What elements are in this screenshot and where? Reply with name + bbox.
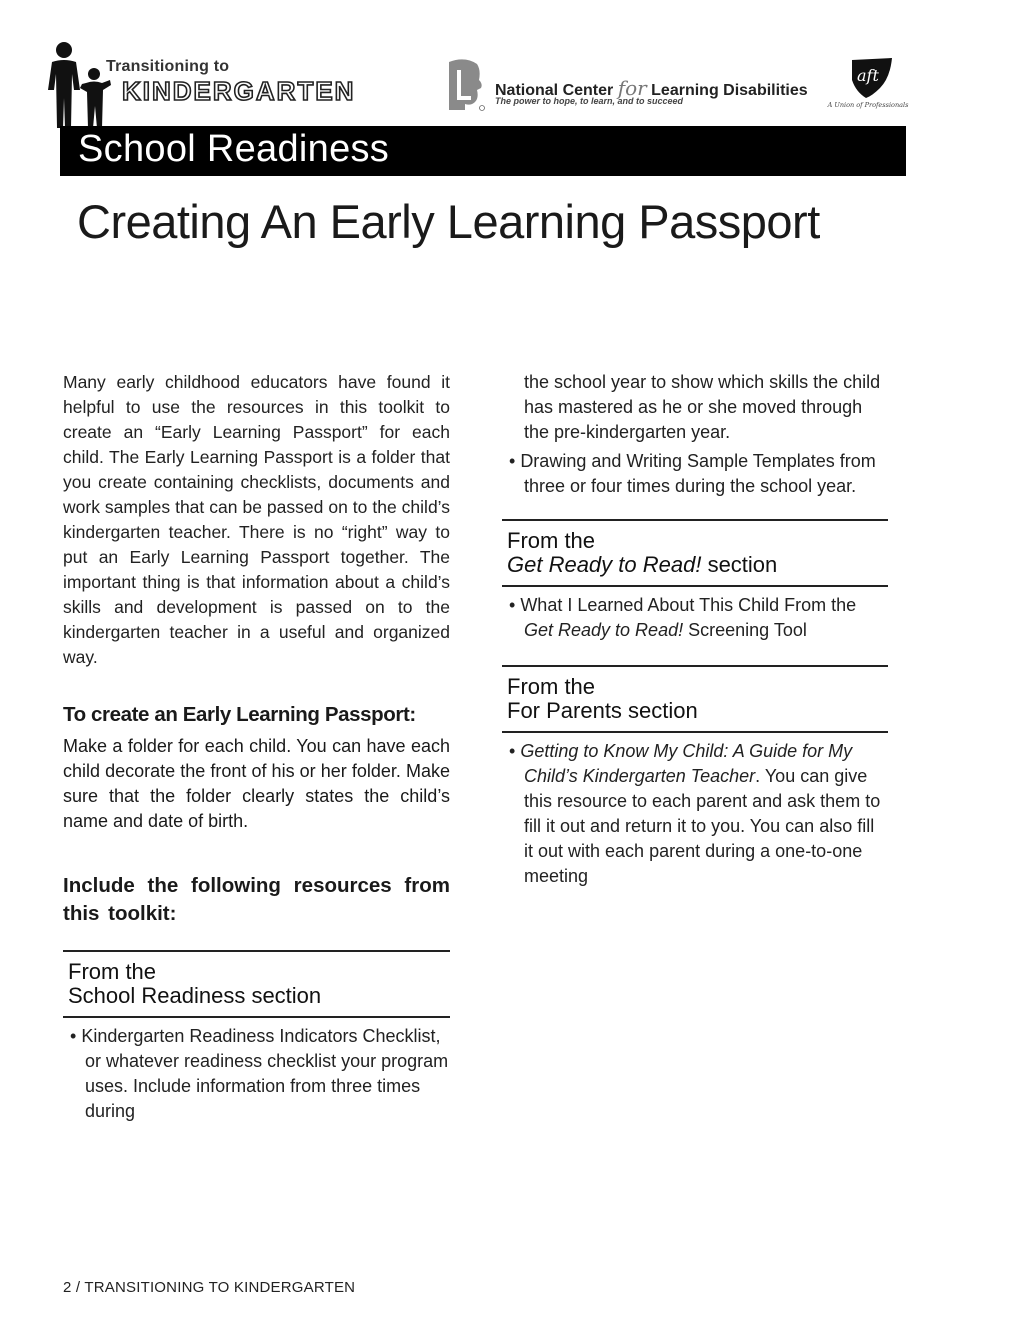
toolkit-logo-line1: Transitioning to <box>106 58 230 75</box>
create-body: Make a folder for each child. You can have each child decorate the front of his or her folder. Make sure that the folder clearly states the child’s name and date of birth. <box>63 736 450 831</box>
get-ready-section-heading: From the Get Ready to Read! section <box>502 519 888 587</box>
aft-mark: aft <box>857 66 879 85</box>
toolkit-logo <box>44 40 374 130</box>
school-readiness-list <box>63 1024 450 1124</box>
ncld-logo <box>443 58 813 114</box>
list-item: • Kindergarten Readiness Indicators Checklist, or whatever readiness checklist your program uses. Include information from three times during <box>70 1026 449 1121</box>
parent-child-figures-icon <box>44 40 114 130</box>
school-readiness-section-heading: From the School Readiness section <box>63 950 450 1018</box>
school-readiness-list-continued <box>502 370 888 499</box>
toolkit-logo-line2: KINDERGARTEN <box>122 76 356 106</box>
get-ready-list <box>502 593 888 643</box>
create-heading: To create an Early Learning Passport: <box>63 703 416 726</box>
aft-logo <box>826 56 910 116</box>
for-parents-list <box>502 739 888 889</box>
list-item: the school year to show which skills the child has mastered as he or she moved through the pre-kindergarten year. <box>524 372 881 442</box>
section-bar-label: School Readiness <box>78 128 390 170</box>
list-item: • What I Learned About This Child From the Get Ready to Read! Screening Tool <box>509 595 857 640</box>
list-item: • Drawing and Writing Sample Templates from three or four times during the school year. <box>509 451 876 496</box>
for-parents-section-heading: From the For Parents section <box>502 665 888 733</box>
page-title: Creating An Early Learning Passport <box>77 195 820 248</box>
right-column <box>502 370 888 889</box>
include-heading: Include the following resources from this toolkit: <box>63 874 450 925</box>
aft-tagline: A Union of Professionals <box>827 101 909 109</box>
list-item: • Getting to Know My Child: A Guide for My Child’s Kindergarten Teacher. You can give this resource to each parent and ask them to fill it out and return it to you. You can also fill it out with each parent during a one-to-one meeting <box>509 741 881 886</box>
aft-shield-icon <box>826 56 910 100</box>
intro-paragraph: Many early childhood educators have found it helpful to use the resources in this toolkit to create an “Early Learning Passport” for each child. The Early Learning Passport is a folder that you create containing checklists, documents and work samples that can be passed on to the child’s kindergarten teacher. There is no “right” way to put an Early Learning Passport together. The important thing is that information about a child’s skills and development is passed on to the kindergarten teacher in a useful and organized way. <box>63 372 450 667</box>
section-bar <box>60 126 906 176</box>
page-footer: 2 / TRANSITIONING TO KINDERGARTEN <box>63 1279 356 1296</box>
ncld-profile-mark-icon <box>443 58 487 112</box>
ncld-tagline: The power to hope, to learn, and to succeed <box>495 96 684 106</box>
ncld-name: National Center for Learning Disabilities <box>495 76 808 100</box>
left-column <box>63 370 450 1124</box>
